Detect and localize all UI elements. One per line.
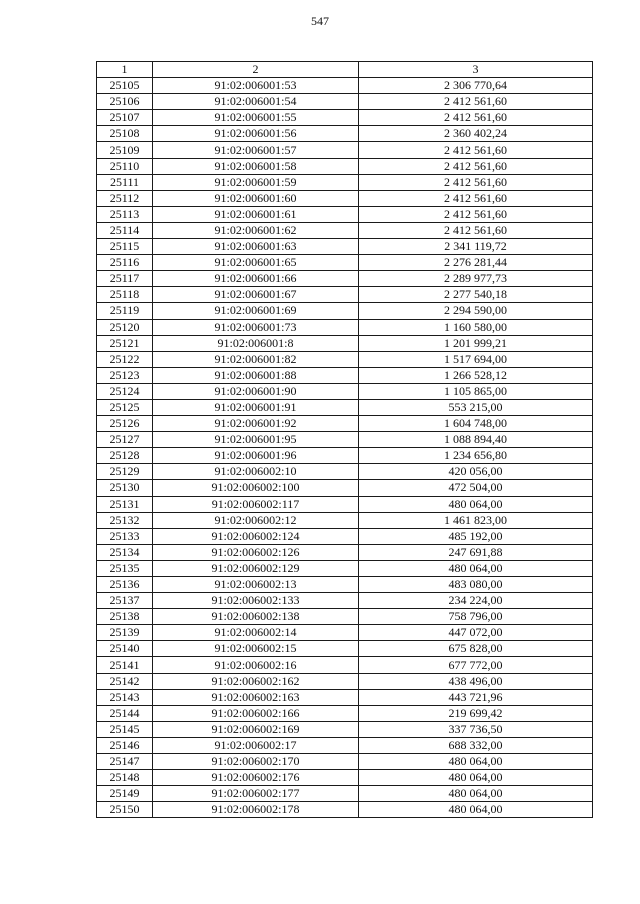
table-row: [97, 593, 593, 609]
value-cell: 2 412 561,60: [359, 94, 593, 110]
row-number-cell: 25127: [97, 432, 153, 448]
value-cell: 1 266 528,12: [359, 367, 593, 383]
table-row: [97, 737, 593, 753]
table-row: [97, 222, 593, 238]
row-number-cell: 25118: [97, 287, 153, 303]
table-row: [97, 721, 593, 737]
row-number-cell: 25120: [97, 319, 153, 335]
value-cell: 480 064,00: [359, 786, 593, 802]
row-number-cell: 25143: [97, 689, 153, 705]
cadastral-number-cell: 91:02:006001:92: [153, 416, 359, 432]
cadastral-number-cell: 91:02:006002:13: [153, 577, 359, 593]
cadastral-number-cell: 91:02:006002:117: [153, 496, 359, 512]
table-body: [97, 62, 593, 818]
row-number-cell: 25111: [97, 174, 153, 190]
cadastral-number-cell: 91:02:006001:55: [153, 110, 359, 126]
row-number-cell: 25134: [97, 544, 153, 560]
row-number-cell: 25130: [97, 480, 153, 496]
value-cell: 1 088 894,40: [359, 432, 593, 448]
value-cell: 2 412 561,60: [359, 142, 593, 158]
table-row: [97, 480, 593, 496]
row-number-cell: 25110: [97, 158, 153, 174]
cadastral-number-cell: 91:02:006001:62: [153, 222, 359, 238]
table-row: [97, 303, 593, 319]
cadastral-number-cell: 91:02:006002:10: [153, 464, 359, 480]
cadastral-number-cell: 91:02:006002:163: [153, 689, 359, 705]
table-row: [97, 705, 593, 721]
row-number-cell: 25133: [97, 528, 153, 544]
row-number-cell: 25147: [97, 754, 153, 770]
cadastral-number-cell: 91:02:006002:14: [153, 625, 359, 641]
header-cell-1: 1: [97, 62, 153, 78]
table-row: [97, 239, 593, 255]
table-row: [97, 786, 593, 802]
cadastral-number-cell: 91:02:006001:61: [153, 206, 359, 222]
value-cell: 688 332,00: [359, 737, 593, 753]
value-cell: 2 294 590,00: [359, 303, 593, 319]
value-cell: 1 517 694,00: [359, 351, 593, 367]
value-cell: 2 412 561,60: [359, 206, 593, 222]
row-number-cell: 25129: [97, 464, 153, 480]
cadastral-number-cell: 91:02:006001:96: [153, 448, 359, 464]
row-number-cell: 25119: [97, 303, 153, 319]
cadastral-number-cell: 91:02:006002:16: [153, 657, 359, 673]
table-row: [97, 770, 593, 786]
value-cell: 480 064,00: [359, 754, 593, 770]
row-number-cell: 25107: [97, 110, 153, 126]
row-number-cell: 25113: [97, 206, 153, 222]
value-cell: 480 064,00: [359, 770, 593, 786]
cadastral-number-cell: 91:02:006002:15: [153, 641, 359, 657]
value-cell: 1 105 865,00: [359, 383, 593, 399]
row-number-cell: 25142: [97, 673, 153, 689]
row-number-cell: 25112: [97, 190, 153, 206]
row-number-cell: 25108: [97, 126, 153, 142]
value-cell: 443 721,96: [359, 689, 593, 705]
value-cell: 1 461 823,00: [359, 512, 593, 528]
cadastral-number-cell: 91:02:006002:129: [153, 560, 359, 576]
value-cell: 480 064,00: [359, 560, 593, 576]
value-cell: 234 224,00: [359, 593, 593, 609]
value-cell: 2 306 770,64: [359, 78, 593, 94]
row-number-cell: 25132: [97, 512, 153, 528]
cadastral-number-cell: 91:02:006001:65: [153, 255, 359, 271]
table-row: [97, 142, 593, 158]
header-cell-3: 3: [359, 62, 593, 78]
table-row: [97, 271, 593, 287]
row-number-cell: 25106: [97, 94, 153, 110]
row-number-cell: 25124: [97, 383, 153, 399]
cadastral-number-cell: 91:02:006001:63: [153, 239, 359, 255]
value-cell: 758 796,00: [359, 609, 593, 625]
row-number-cell: 25145: [97, 721, 153, 737]
page-number: 547: [311, 14, 329, 28]
value-cell: 2 412 561,60: [359, 174, 593, 190]
row-number-cell: 25126: [97, 416, 153, 432]
cadastral-number-cell: 91:02:006002:100: [153, 480, 359, 496]
value-cell: 675 828,00: [359, 641, 593, 657]
row-number-cell: 25150: [97, 802, 153, 818]
row-number-cell: 25136: [97, 577, 153, 593]
value-cell: 1 201 999,21: [359, 335, 593, 351]
value-cell: 438 496,00: [359, 673, 593, 689]
cadastral-number-cell: 91:02:006002:124: [153, 528, 359, 544]
table-row: [97, 432, 593, 448]
row-number-cell: 25121: [97, 335, 153, 351]
row-number-cell: 25123: [97, 367, 153, 383]
cadastral-number-cell: 91:02:006001:60: [153, 190, 359, 206]
cadastral-number-cell: 91:02:006001:56: [153, 126, 359, 142]
value-cell: 2 341 119,72: [359, 239, 593, 255]
cadastral-number-cell: 91:02:006002:12: [153, 512, 359, 528]
value-cell: 677 772,00: [359, 657, 593, 673]
table-row: [97, 496, 593, 512]
value-cell: 1 234 656,80: [359, 448, 593, 464]
row-number-cell: 25128: [97, 448, 153, 464]
table-row: [97, 367, 593, 383]
cadastral-number-cell: 91:02:006001:66: [153, 271, 359, 287]
cadastral-number-cell: 91:02:006001:91: [153, 399, 359, 415]
table-row: [97, 560, 593, 576]
row-number-cell: 25116: [97, 255, 153, 271]
value-cell: 2 412 561,60: [359, 110, 593, 126]
value-cell: 337 736,50: [359, 721, 593, 737]
table-row: [97, 609, 593, 625]
cadastral-number-cell: 91:02:006001:57: [153, 142, 359, 158]
cadastral-number-cell: 91:02:006001:73: [153, 319, 359, 335]
cadastral-number-cell: 91:02:006002:178: [153, 802, 359, 818]
cadastral-number-cell: 91:02:006001:82: [153, 351, 359, 367]
table-row: [97, 528, 593, 544]
row-number-cell: 25125: [97, 399, 153, 415]
row-number-cell: 25109: [97, 142, 153, 158]
cadastral-number-cell: 91:02:006001:54: [153, 94, 359, 110]
row-number-cell: 25139: [97, 625, 153, 641]
table-row: [97, 416, 593, 432]
table-row: [97, 577, 593, 593]
table-row: [97, 464, 593, 480]
table-row: [97, 206, 593, 222]
cadastral-number-cell: 91:02:006002:176: [153, 770, 359, 786]
table-row: [97, 383, 593, 399]
cadastral-number-cell: 91:02:006002:170: [153, 754, 359, 770]
row-number-cell: 25144: [97, 705, 153, 721]
table-row: [97, 673, 593, 689]
value-cell: 483 080,00: [359, 577, 593, 593]
row-number-cell: 25115: [97, 239, 153, 255]
value-cell: 2 360 402,24: [359, 126, 593, 142]
value-cell: 2 276 281,44: [359, 255, 593, 271]
cadastral-value-table: [96, 61, 593, 818]
table-row: [97, 94, 593, 110]
value-cell: 485 192,00: [359, 528, 593, 544]
cadastral-number-cell: 91:02:006001:69: [153, 303, 359, 319]
row-number-cell: 25114: [97, 222, 153, 238]
table-row: [97, 174, 593, 190]
cadastral-number-cell: 91:02:006001:58: [153, 158, 359, 174]
table-row: [97, 802, 593, 818]
table-row: [97, 335, 593, 351]
value-cell: 219 699,42: [359, 705, 593, 721]
row-number-cell: 25137: [97, 593, 153, 609]
row-number-cell: 25122: [97, 351, 153, 367]
value-cell: 1 160 580,00: [359, 319, 593, 335]
table-row: [97, 126, 593, 142]
value-cell: 447 072,00: [359, 625, 593, 641]
value-cell: 480 064,00: [359, 802, 593, 818]
value-cell: 2 412 561,60: [359, 222, 593, 238]
value-cell: 553 215,00: [359, 399, 593, 415]
cadastral-number-cell: 91:02:006001:95: [153, 432, 359, 448]
cadastral-number-cell: 91:02:006002:17: [153, 737, 359, 753]
table-row: [97, 190, 593, 206]
row-number-cell: 25146: [97, 737, 153, 753]
value-cell: 2 412 561,60: [359, 190, 593, 206]
value-cell: 2 412 561,60: [359, 158, 593, 174]
table-row: [97, 78, 593, 94]
cadastral-number-cell: 91:02:006002:133: [153, 593, 359, 609]
cadastral-number-cell: 91:02:006001:67: [153, 287, 359, 303]
cadastral-number-cell: 91:02:006002:138: [153, 609, 359, 625]
table-row: [97, 287, 593, 303]
table-row: [97, 448, 593, 464]
value-cell: 2 277 540,18: [359, 287, 593, 303]
table-row: [97, 319, 593, 335]
value-cell: 480 064,00: [359, 496, 593, 512]
value-cell: 472 504,00: [359, 480, 593, 496]
row-number-cell: 25105: [97, 78, 153, 94]
cadastral-number-cell: 91:02:006001:88: [153, 367, 359, 383]
table-row: [97, 512, 593, 528]
table-row: [97, 255, 593, 271]
row-number-cell: 25131: [97, 496, 153, 512]
value-cell: 420 056,00: [359, 464, 593, 480]
value-cell: 2 289 977,73: [359, 271, 593, 287]
table-row: [97, 110, 593, 126]
cadastral-number-cell: 91:02:006001:53: [153, 78, 359, 94]
row-number-cell: 25117: [97, 271, 153, 287]
cadastral-number-cell: 91:02:006001:90: [153, 383, 359, 399]
table-row: [97, 351, 593, 367]
row-number-cell: 25148: [97, 770, 153, 786]
header-row: [97, 62, 593, 78]
table-row: [97, 625, 593, 641]
row-number-cell: 25138: [97, 609, 153, 625]
value-cell: 1 604 748,00: [359, 416, 593, 432]
row-number-cell: 25149: [97, 786, 153, 802]
row-number-cell: 25140: [97, 641, 153, 657]
cadastral-number-cell: 91:02:006002:169: [153, 721, 359, 737]
cadastral-number-cell: 91:02:006002:166: [153, 705, 359, 721]
table-row: [97, 399, 593, 415]
row-number-cell: 25135: [97, 560, 153, 576]
cadastral-number-cell: 91:02:006002:177: [153, 786, 359, 802]
cadastral-number-cell: 91:02:006002:126: [153, 544, 359, 560]
value-cell: 247 691,88: [359, 544, 593, 560]
header-cell-2: 2: [153, 62, 359, 78]
cadastral-number-cell: 91:02:006001:8: [153, 335, 359, 351]
cadastral-number-cell: 91:02:006001:59: [153, 174, 359, 190]
cadastral-number-cell: 91:02:006002:162: [153, 673, 359, 689]
table-row: [97, 657, 593, 673]
table-row: [97, 754, 593, 770]
row-number-cell: 25141: [97, 657, 153, 673]
table-row: [97, 641, 593, 657]
table-row: [97, 544, 593, 560]
table-row: [97, 689, 593, 705]
table-row: [97, 158, 593, 174]
